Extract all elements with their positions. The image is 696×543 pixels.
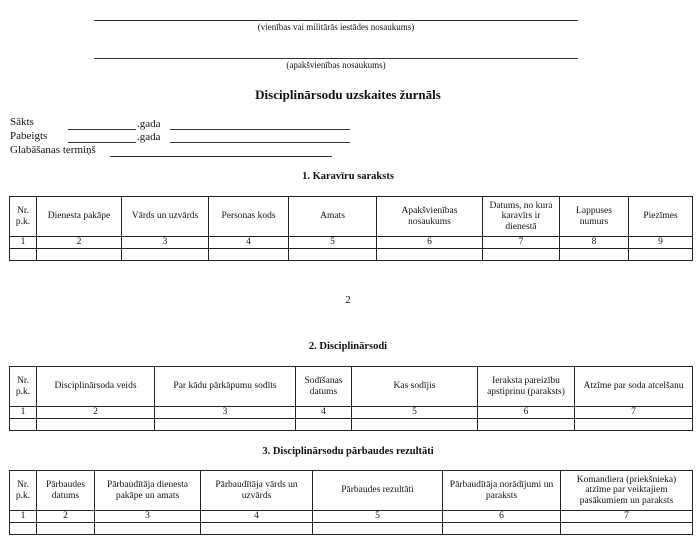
header-cell: Personas kods (209, 197, 289, 237)
section1-title: 1. Karavīru saraksts (302, 171, 394, 182)
column-number: 1 (10, 237, 37, 249)
header-cell: Ieraksta pareizību apstiprinu (paraksts) (478, 367, 575, 407)
table-row (10, 249, 693, 261)
ended-extra-line (170, 142, 350, 143)
started-date-line (68, 129, 136, 130)
ended-date-line (68, 142, 136, 143)
column-number-row (10, 407, 693, 419)
column-number: 4 (201, 511, 313, 523)
column-number: 7 (483, 237, 560, 249)
header-cell: Disciplinārsoda veids (37, 367, 155, 407)
header-cell: Komandiera (priekšnieka) atzīme par veiktajiem pasākumiem un paraksts (561, 471, 693, 511)
header-cell: Sodīšanas datums (296, 367, 352, 407)
started-year-suffix: .gada (137, 118, 161, 130)
column-number: 3 (122, 237, 209, 249)
column-number: 4 (209, 237, 289, 249)
subunit-name-line (94, 58, 578, 59)
started-extra-line (170, 129, 350, 130)
column-number: 7 (561, 511, 693, 523)
header-cell: Kas sodījis (352, 367, 478, 407)
header-cell: Atzīme par soda atcelšanu (575, 367, 693, 407)
section2-title: 2. Disciplinārsodi (308, 341, 388, 352)
penalties-table (9, 366, 693, 431)
column-number: 6 (443, 511, 561, 523)
ended-label: Pabeigts (10, 130, 48, 142)
table-row (10, 523, 693, 535)
column-number: 9 (629, 237, 693, 249)
column-number: 1 (10, 511, 37, 523)
header-cell: Pārbaudītāja dienesta pakāpe un amats (95, 471, 201, 511)
column-number: 2 (37, 237, 122, 249)
storage-line (110, 156, 332, 157)
document-title: Disciplinārsodu uzskaites žurnāls (255, 87, 441, 102)
column-number-row (10, 237, 693, 249)
column-number: 4 (296, 407, 352, 419)
header-cell: Par kādu pārkāpumu sodīts (155, 367, 296, 407)
unit-name-caption: (vienības vai militārās iestādes nosaukums) (257, 22, 415, 32)
unit-name-line (94, 20, 578, 21)
table-header-row (10, 471, 693, 511)
soldiers-table (9, 196, 693, 261)
storage-label: Glabāšanas termiņš (10, 144, 96, 156)
subunit-name-caption: (apakšvienības nosaukums) (286, 60, 386, 70)
page-number: 2 (345, 294, 351, 306)
column-number: 8 (560, 237, 629, 249)
ended-year-suffix: .gada (137, 131, 161, 143)
header-cell: Lappuses numurs (560, 197, 629, 237)
column-number: 6 (377, 237, 483, 249)
review-results-table (9, 470, 693, 535)
column-number: 2 (37, 407, 155, 419)
header-cell: Datums, no kura karavīrs ir dienestā (483, 197, 560, 237)
table-header-row (10, 367, 693, 407)
header-cell: Apakšvienības nosaukums (377, 197, 483, 237)
column-number: 6 (478, 407, 575, 419)
column-number: 3 (155, 407, 296, 419)
column-number: 5 (313, 511, 443, 523)
header-cell: Amats (289, 197, 377, 237)
column-number: 7 (575, 407, 693, 419)
column-number: 5 (289, 237, 377, 249)
header-cell: Dienesta pakāpe (37, 197, 122, 237)
header-cell: Piezīmes (629, 197, 693, 237)
started-label: Sākts (10, 116, 34, 128)
header-cell: Nr. p.k. (10, 367, 37, 407)
table-header-row (10, 197, 693, 237)
header-cell: Nr. p.k. (10, 197, 37, 237)
header-cell: Pārbaudītāja vārds un uzvārds (201, 471, 313, 511)
section3-title: 3. Disciplinārsodu pārbaudes rezultāti (262, 446, 434, 457)
header-cell: Pārbaudes rezultāti (313, 471, 443, 511)
header-cell: Vārds un uzvārds (122, 197, 209, 237)
header-cell: Pārbaudes datums (37, 471, 95, 511)
column-number-row (10, 511, 693, 523)
column-number: 3 (95, 511, 201, 523)
column-number: 2 (37, 511, 95, 523)
header-cell: Nr. p.k. (10, 471, 37, 511)
table-row (10, 419, 693, 431)
column-number: 1 (10, 407, 37, 419)
header-cell: Pārbaudītāja norādījumi un paraksts (443, 471, 561, 511)
column-number: 5 (352, 407, 478, 419)
